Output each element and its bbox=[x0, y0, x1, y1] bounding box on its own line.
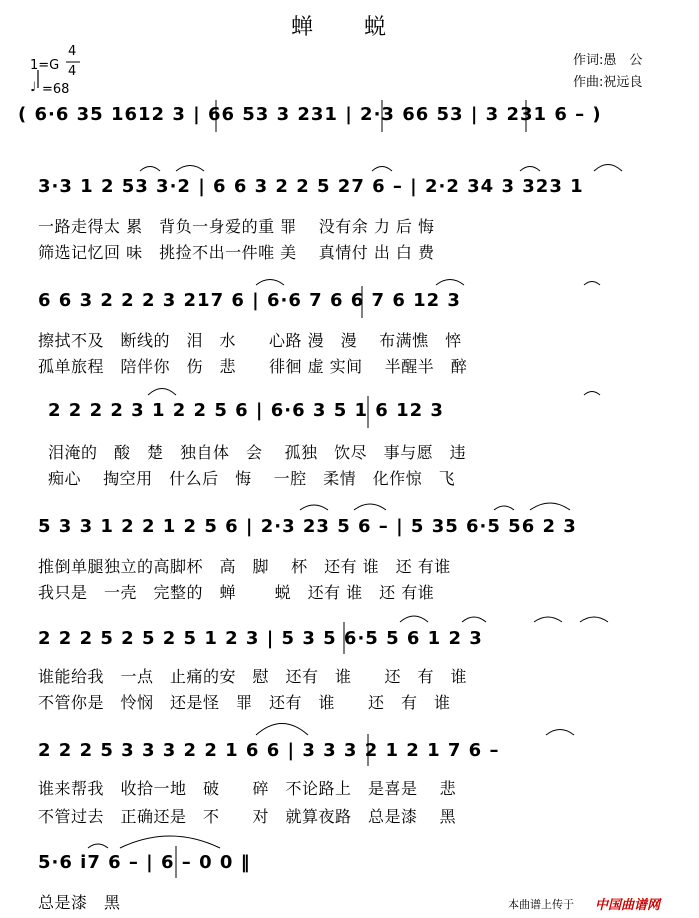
slur-mark bbox=[520, 167, 540, 172]
slur-mark bbox=[256, 280, 284, 286]
footer-upload-text: 本曲谱上传于 bbox=[508, 898, 574, 911]
slur-mark bbox=[148, 389, 176, 396]
tempo-marking: =68 bbox=[42, 82, 70, 97]
lyric-row-6-verse-2: 不管你是 怜悯 还是怪 罪 还有 谁 还 有 谁 bbox=[38, 693, 451, 712]
time-signature-bottom: 4 bbox=[68, 64, 77, 79]
notation-row-8: 5·6 i7 6 – | 6 – 0 0 ‖ bbox=[38, 852, 251, 873]
notation-row-3: 6 6 3 2 2 2 3 217 6 | 6·6 7 6 6 7 6 12 3 bbox=[38, 290, 461, 311]
slur-mark bbox=[530, 503, 570, 510]
slur-mark bbox=[580, 617, 608, 622]
notation-row-1: ( 6·6 35 1612 3 | 66 53 3 231 | 2·3 66 53 | 3 231 6 – ) bbox=[18, 104, 602, 125]
slur-mark bbox=[584, 282, 600, 286]
slur-mark bbox=[594, 165, 622, 172]
slur-mark bbox=[462, 617, 486, 622]
lyric-row-3-verse-1: 擦拭不及 断线的 泪 水 心路 漫 漫 布满憔 悴 bbox=[38, 331, 462, 350]
key-signature: 1=G bbox=[30, 58, 60, 73]
lyricist-credit: 作词:愚 公 bbox=[573, 53, 643, 68]
slur-mark bbox=[120, 836, 220, 848]
lyric-row-7-verse-2: 不管过去 正确还是 不 对 就算夜路 总是漆 黑 bbox=[38, 807, 457, 826]
slur-mark bbox=[436, 280, 464, 286]
slur-mark bbox=[534, 617, 562, 622]
lyric-row-5-verse-2: 我只是 一壳 完整的 蝉 蜕 还有 谁 还 有谁 bbox=[38, 583, 435, 602]
slur-mark bbox=[494, 506, 514, 510]
lyric-row-2-verse-1: 一路走得太 累 背负一身爱的重 罪 没有余 力 后 悔 bbox=[38, 217, 435, 236]
composer-credit: 作曲:祝远良 bbox=[573, 75, 643, 90]
notation-row-2: 3·3 1 2 53 3·2 | 6 6 3 2 2 5 27 6 – | 2·2 34 3 323 1 bbox=[38, 176, 584, 197]
slur-mark bbox=[176, 166, 204, 172]
site-logo: 中国曲谱网 bbox=[595, 898, 661, 913]
lyric-row-8-verse-1: 总是漆 黑 bbox=[38, 893, 121, 912]
slur-mark bbox=[140, 167, 160, 172]
slur-mark bbox=[88, 844, 108, 848]
slur-mark bbox=[354, 504, 386, 510]
lyric-row-3-verse-2: 孤单旅程 陪伴你 伤 悲 徘徊 虚 实间 半醒半 醉 bbox=[38, 357, 468, 376]
time-signature-top: 4 bbox=[68, 44, 77, 59]
notation-row-4: 2 2 2 2 3 1 2 2 5 6 | 6·6 3 5 1 6 12 3 bbox=[48, 400, 444, 421]
slur-mark bbox=[372, 167, 392, 172]
song-title: 蝉 蜕 bbox=[291, 15, 408, 40]
lyric-row-6-verse-1: 谁能给我 一点 止痛的安 慰 还有 谁 还 有 谁 bbox=[38, 667, 468, 686]
slur-mark bbox=[584, 392, 600, 396]
notation-row-5: 5 3 3 1 2 2 1 2 5 6 | 2·3 23 5 6 – | 5 35 6·5 56 2 3 bbox=[38, 516, 577, 537]
lyric-row-4-verse-2: 痴心 掏空用 什么后 悔 一腔 柔情 化作惊 飞 bbox=[48, 469, 456, 488]
slur-mark bbox=[300, 505, 328, 510]
lyric-row-4-verse-1: 泪淹的 酸 楚 独自体 会 孤独 饮尽 事与愿 违 bbox=[48, 443, 467, 462]
lyric-row-2-verse-2: 筛选记忆回 味 挑捡不出一件唯 美 真情付 出 白 费 bbox=[38, 243, 435, 262]
notation-row-6: 2 2 2 5 2 5 2 5 1 2 3 | 5 3 5 6·5 5 6 1 2 3 bbox=[38, 628, 483, 649]
lyric-row-7-verse-1: 谁来帮我 收拾一地 破 碎 不论路上 是喜是 悲 bbox=[38, 779, 457, 798]
slur-mark bbox=[256, 724, 308, 736]
notation-row-7: 2 2 2 5 3 3 3 2 2 1 6 6 | 3 3 3 2 1 2 1 7 6 – bbox=[38, 740, 500, 761]
lyric-row-5-verse-1: 推倒单腿独立的高脚杯 高 脚 杯 还有 谁 还 有谁 bbox=[38, 557, 451, 576]
slur-mark bbox=[546, 730, 574, 736]
slur-mark bbox=[400, 616, 428, 622]
quarter-note-icon: ♩ bbox=[30, 80, 37, 95]
